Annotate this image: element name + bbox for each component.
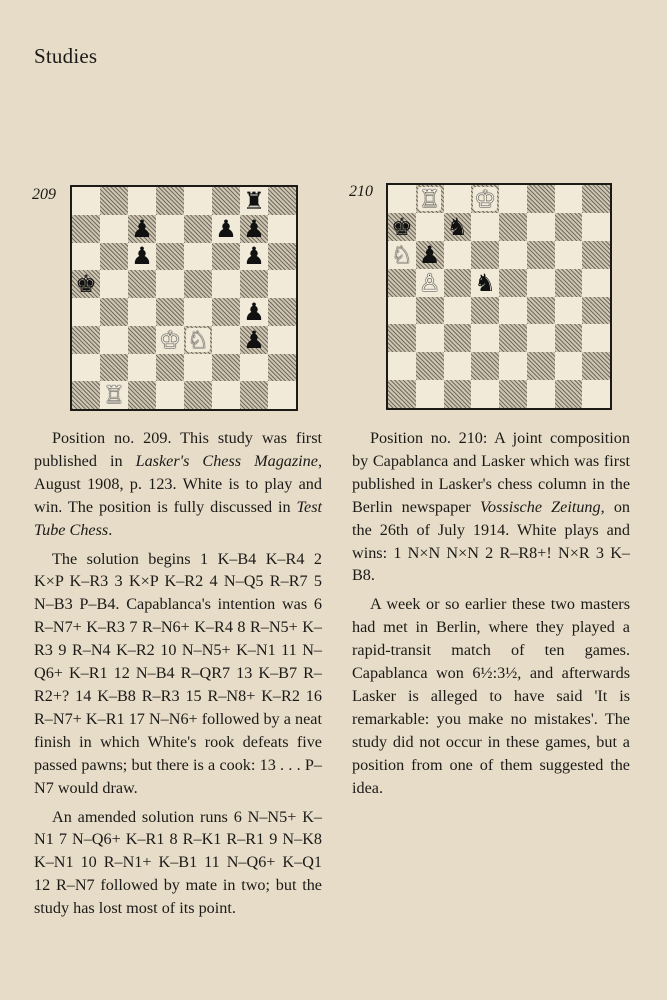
board-square (582, 352, 610, 380)
board-square (527, 185, 555, 213)
board-square (444, 213, 472, 241)
board-square (499, 380, 527, 408)
chess-piece: ♟ (131, 242, 153, 271)
board-square (212, 381, 240, 409)
board-square (582, 185, 610, 213)
board-square (156, 215, 184, 243)
board-square (184, 243, 212, 271)
board-square (72, 187, 100, 215)
board-square (184, 354, 212, 382)
board-square (128, 381, 156, 409)
board-square (555, 185, 583, 213)
board-square (184, 298, 212, 326)
board-square (72, 215, 100, 243)
board-square (471, 185, 499, 213)
page-title: Studies (34, 44, 98, 68)
board-square (268, 270, 296, 298)
board-square (128, 243, 156, 271)
board-square (582, 380, 610, 408)
board-square (156, 243, 184, 271)
board-square (72, 270, 100, 298)
board-square (212, 270, 240, 298)
chess-piece: ♖ (418, 184, 441, 213)
board-square (444, 269, 472, 297)
board-square (444, 380, 472, 408)
book-title: Test Tube Chess (34, 497, 322, 539)
left-column-text (34, 427, 322, 920)
board-square (156, 270, 184, 298)
board-square (416, 324, 444, 352)
newspaper-title: Vossische Zeitung (479, 497, 601, 516)
board-square (184, 326, 212, 354)
board-square (268, 298, 296, 326)
chess-piece: ♟ (131, 214, 153, 243)
board-square (499, 185, 527, 213)
board-square (268, 354, 296, 382)
chess-piece: ♟ (243, 242, 265, 271)
paragraph-209-amended: An amended solution runs 6 N–N5+ K–N1 7 N–Q6+ K–R1 8 R–K1 R–R1 9 N–K8 K–N1 10 R–N1+ K–B1 11 N–Q6+ K–Q1 12 R–N7 followed by mate in two; but the study has lost most of its point. (34, 807, 322, 918)
board-square (128, 298, 156, 326)
board-square (527, 213, 555, 241)
board-square (72, 298, 100, 326)
magazine-title: Lasker's Chess Magazine (135, 451, 318, 470)
board-square (582, 269, 610, 297)
chess-piece: ♖ (103, 381, 125, 410)
board-square (444, 185, 472, 213)
board-square (555, 380, 583, 408)
board-square (100, 354, 128, 382)
chess-piece: ♔ (159, 325, 181, 354)
board-square (388, 297, 416, 325)
board-square (128, 354, 156, 382)
board-square (100, 243, 128, 271)
chess-piece: ♟ (418, 240, 441, 269)
board-square (72, 381, 100, 409)
board-square (527, 324, 555, 352)
board-square (527, 352, 555, 380)
board-square (416, 213, 444, 241)
board-square (184, 187, 212, 215)
board-square (184, 270, 212, 298)
board-square (555, 352, 583, 380)
board-square (555, 324, 583, 352)
board-square (268, 243, 296, 271)
board-square (582, 297, 610, 325)
board-square (128, 270, 156, 298)
board-square (184, 381, 212, 409)
board-square (212, 326, 240, 354)
board-square (240, 381, 268, 409)
board-square (100, 187, 128, 215)
board-square (156, 326, 184, 354)
diagram-209-number: 209 (32, 186, 56, 203)
chess-piece: ♙ (418, 268, 441, 297)
board-square (100, 215, 128, 243)
board-square (388, 269, 416, 297)
board-square (499, 352, 527, 380)
board-square (388, 185, 416, 213)
board-square (499, 213, 527, 241)
board-square (212, 187, 240, 215)
board-square (499, 269, 527, 297)
board-square (471, 269, 499, 297)
board-square (128, 326, 156, 354)
board-square (72, 243, 100, 271)
chess-piece: ♟ (215, 214, 237, 243)
board-square (240, 354, 268, 382)
board-square (416, 269, 444, 297)
board-square (388, 241, 416, 269)
board-square (499, 241, 527, 269)
board-square (212, 354, 240, 382)
right-column-text (352, 427, 630, 800)
board-square (444, 324, 472, 352)
board-square (156, 381, 184, 409)
board-square (582, 213, 610, 241)
chess-piece: ♞ (474, 268, 496, 297)
board-square (240, 187, 268, 215)
board-square (527, 297, 555, 325)
board-square (416, 297, 444, 325)
diagram-210-number: 210 (349, 183, 373, 200)
board-square (268, 187, 296, 215)
chess-diagram-209 (70, 185, 298, 411)
board-square (240, 243, 268, 271)
board-square (212, 243, 240, 271)
paragraph-209-solution: The solution begins 1 K–B4 K–R4 2 K×P K–R3 3 K×P K–R2 4 N–Q5 R–R7 5 N–B3 P–B4. Capablanca's intention was 6 R–N7+ K–R3 7 R–N6+ K–R4 8 R–N5+ K–R3 9 R–N4 K–R2 10 N–N5+ K–N1 11 N–Q6+ K–R1 12 N–B4 R–QR7 13 K–B7 R–R2+? 14 K–B8 R–R3 15 R–N8+ K–R2 16 R–N7+ K–R1 17 N–N6+ followed by a neat finish in which White's rook defeats five passed pawns; but there is a cook: 13 . . . P–N7 would draw. (34, 549, 322, 797)
board-square (582, 241, 610, 269)
board-square (156, 298, 184, 326)
board-square (268, 215, 296, 243)
board-square (555, 241, 583, 269)
paragraph-210-match: A week or so earlier these two masters had met in Berlin, where they played a rapid-transit match of ten games. Capablanca won 6½:3½, and afterwards Lasker is alleged to have said 'It is remarkable: you make no mistakes'. The study did not occur in these games, but a position from one of them suggested the idea. (352, 595, 630, 797)
board-square (499, 297, 527, 325)
board-square (240, 326, 268, 354)
board-square (212, 298, 240, 326)
paragraph-210-intro: Position no. 210: A joint composition by Capablanca and Lasker which was first published in Lasker's chess column in the Berlin newspaper Vossische Zeitung, on the 26th of July 1914. White plays and wins: 1 N×N N×N 2 R–R8+! N×R 3 K–B8. (352, 429, 630, 585)
board-square (471, 380, 499, 408)
board-square (240, 298, 268, 326)
board-square (471, 324, 499, 352)
chess-piece: ♟ (243, 325, 265, 354)
board-square (388, 380, 416, 408)
paragraph-209-intro: Position no. 209. This study was first published in Lasker's Chess Magazine, August 1908, p. 123. White is to play and win. The position is fully discussed in Test Tube Chess. (34, 429, 322, 539)
board-square (444, 297, 472, 325)
board-square (416, 380, 444, 408)
board-square (72, 354, 100, 382)
board-square (212, 215, 240, 243)
board-square (444, 241, 472, 269)
board-square (555, 297, 583, 325)
board-square (388, 352, 416, 380)
board-square (388, 213, 416, 241)
board-square (582, 324, 610, 352)
board-square (240, 215, 268, 243)
board-square (471, 297, 499, 325)
board-square (416, 241, 444, 269)
board-square (156, 187, 184, 215)
board-square (499, 324, 527, 352)
chess-piece: ♘ (187, 325, 209, 354)
chess-piece: ♘ (391, 240, 413, 269)
board-square (100, 381, 128, 409)
board-square (416, 185, 444, 213)
board-square (268, 381, 296, 409)
chess-piece: ♔ (474, 184, 496, 213)
chess-piece: ♚ (75, 270, 97, 299)
board-square (527, 241, 555, 269)
board-square (471, 213, 499, 241)
chess-piece: ♚ (391, 212, 413, 241)
board-square (100, 298, 128, 326)
board-square (555, 269, 583, 297)
board-square (471, 352, 499, 380)
chess-piece: ♞ (446, 212, 469, 241)
board-square (268, 326, 296, 354)
board-square (100, 326, 128, 354)
board-square (156, 354, 184, 382)
board-square (471, 241, 499, 269)
chess-piece: ♜ (243, 186, 265, 215)
board-square (184, 215, 212, 243)
board-square (72, 326, 100, 354)
chess-diagram-210 (386, 183, 612, 410)
chess-piece: ♟ (243, 214, 265, 243)
board-square (128, 215, 156, 243)
board-square (555, 213, 583, 241)
board-square (100, 270, 128, 298)
chess-piece: ♟ (243, 297, 265, 326)
board-square (128, 187, 156, 215)
board-square (240, 270, 268, 298)
board-square (527, 380, 555, 408)
board-square (388, 324, 416, 352)
board-square (416, 352, 444, 380)
board-square (527, 269, 555, 297)
board-square (444, 352, 472, 380)
